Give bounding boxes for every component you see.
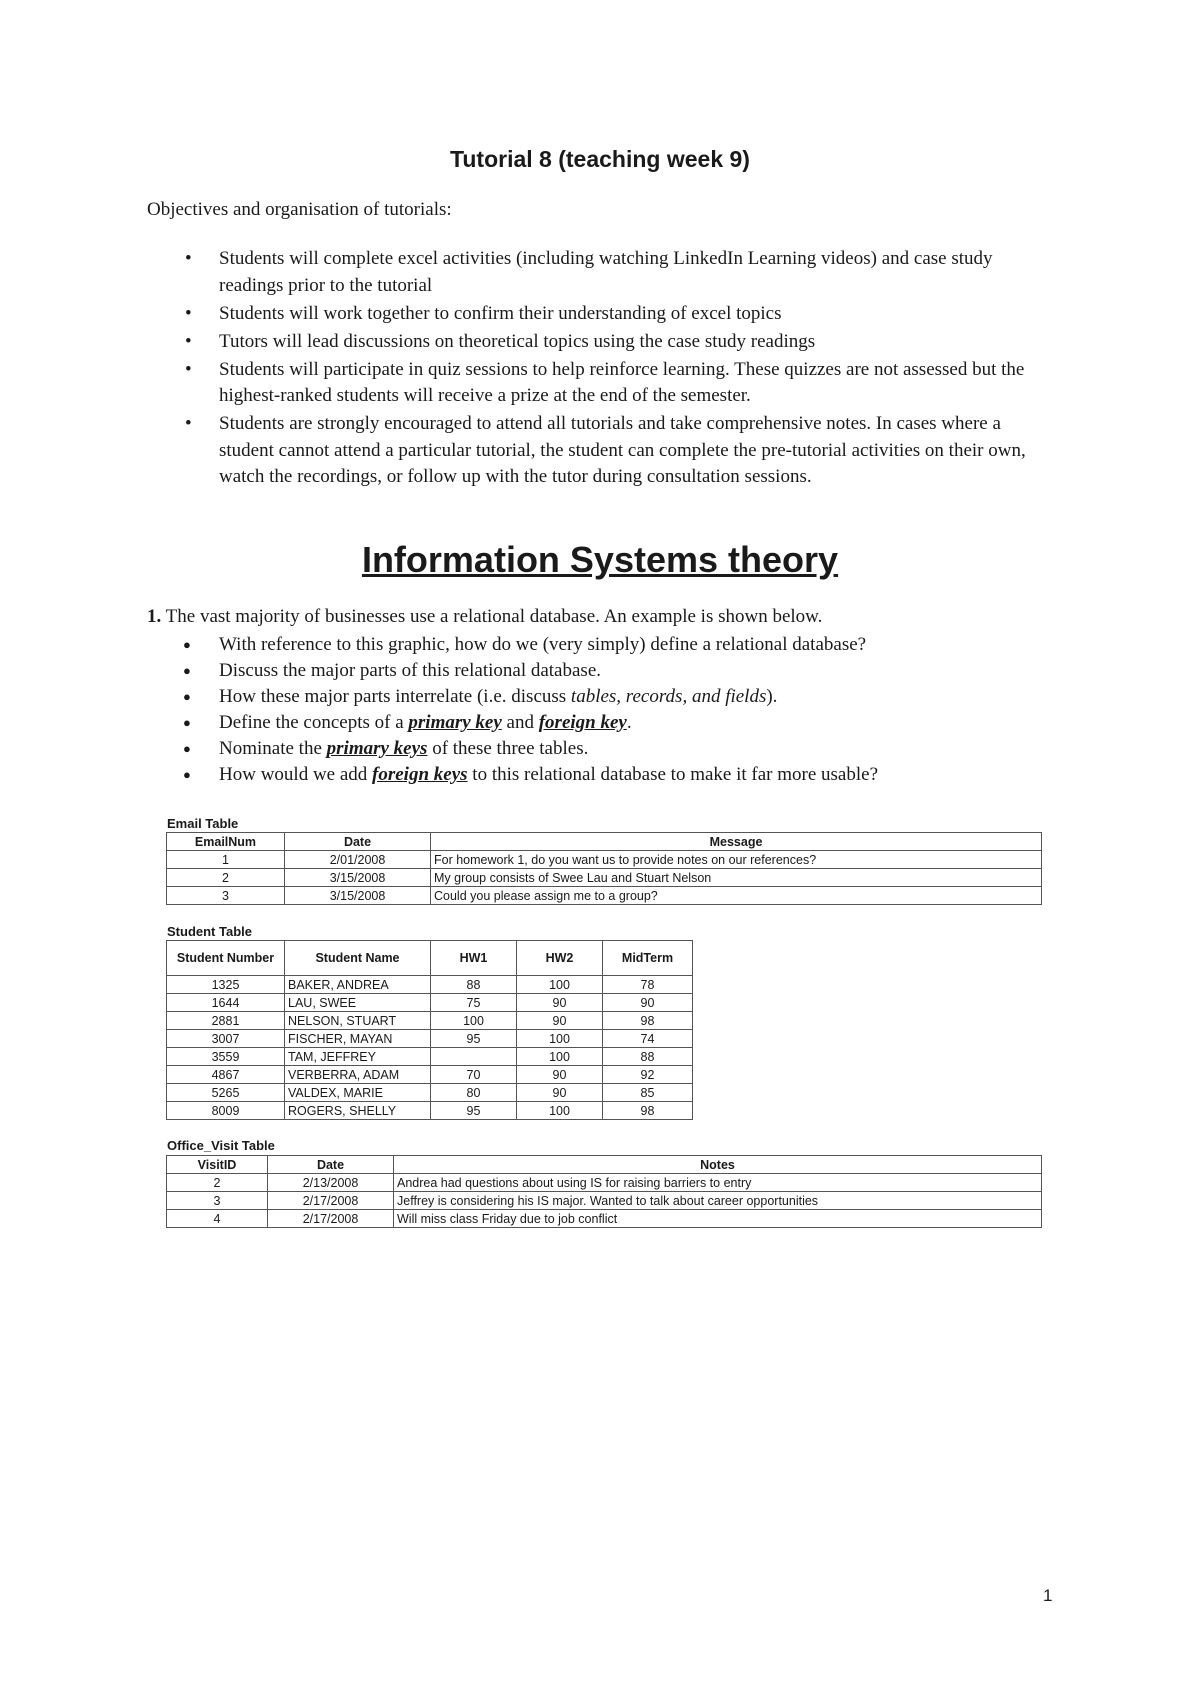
table-cell: 90 — [517, 994, 603, 1012]
bullet-text: ). — [766, 686, 778, 707]
bullet-italic-text: tables, records, and fields — [570, 686, 767, 707]
question-bullets — [147, 632, 1047, 788]
email-table — [166, 832, 1042, 905]
question-bullet — [147, 736, 1047, 762]
column-header: VisitID — [167, 1156, 268, 1174]
bullet-text: How these major parts interrelate (i.e. discuss — [219, 686, 571, 707]
table-cell: 2881 — [167, 1012, 285, 1030]
column-header: HW1 — [431, 941, 517, 976]
table-header-row — [167, 833, 1042, 851]
question-1 — [147, 606, 822, 628]
primary-key-term: primary key — [408, 712, 502, 733]
column-header: Notes — [394, 1156, 1042, 1174]
table-cell: VALDEX, MARIE — [285, 1084, 431, 1102]
table-cell: For homework 1, do you want us to provide notes on our references? — [431, 851, 1042, 869]
table-cell: 2/13/2008 — [268, 1174, 394, 1192]
column-header: HW2 — [517, 941, 603, 976]
bullet-text: of these three tables. — [427, 738, 589, 759]
table-cell: 1644 — [167, 994, 285, 1012]
question-bullet — [147, 632, 1047, 658]
table-cell: 2 — [167, 1174, 268, 1192]
table-cell: FISCHER, MAYAN — [285, 1030, 431, 1048]
bullet-text: and — [501, 712, 539, 733]
office-visit-table-caption: Office_Visit Table — [167, 1138, 275, 1153]
table-cell: 92 — [603, 1066, 693, 1084]
column-header: Student Name — [285, 941, 431, 976]
page-number: 1 — [1043, 1586, 1053, 1605]
table-row — [167, 851, 1042, 869]
table-cell: 100 — [431, 1012, 517, 1030]
table-cell: NELSON, STUART — [285, 1012, 431, 1030]
table-cell: LAU, SWEE — [285, 994, 431, 1012]
table-cell: 90 — [517, 1066, 603, 1084]
table-cell: VERBERRA, ADAM — [285, 1066, 431, 1084]
table-cell: My group consists of Swee Lau and Stuart Nelson — [431, 869, 1042, 887]
bullet-text: Discuss the major parts of this relational database. — [219, 660, 602, 681]
primary-keys-term: primary keys — [326, 738, 428, 759]
column-header: EmailNum — [167, 833, 285, 851]
table-cell: 2/17/2008 — [268, 1210, 394, 1228]
column-header: Date — [285, 833, 431, 851]
table-cell: Andrea had questions about using IS for raising barriers to entry — [394, 1174, 1042, 1192]
objective-item: • Students will participate in quiz sessions to help reinforce learning. These quizzes are not assessed but the highest-ranked students will receive a prize at the end of the semester. — [147, 357, 1047, 410]
table-cell: 3 — [167, 1192, 268, 1210]
email-table-caption: Email Table — [167, 816, 239, 831]
office-visit-table — [166, 1155, 1042, 1228]
table-cell: 75 — [431, 994, 517, 1012]
question-bullet — [147, 658, 1047, 684]
table-row — [167, 976, 693, 994]
student-table-caption: Student Table — [167, 924, 252, 939]
table-cell: ROGERS, SHELLY — [285, 1102, 431, 1120]
table-cell: 2 — [167, 869, 285, 887]
student-table — [166, 940, 693, 1120]
table-cell: 78 — [603, 976, 693, 994]
question-bullet — [147, 684, 1047, 710]
table-cell: 98 — [603, 1012, 693, 1030]
table-cell: 80 — [431, 1084, 517, 1102]
column-header: Student Number — [167, 941, 285, 976]
table-cell: 3007 — [167, 1030, 285, 1048]
table-cell: 95 — [431, 1102, 517, 1120]
objective-item: • Students will complete excel activities (including watching LinkedIn Learning videos) and case study readings prior to the tutorial — [147, 246, 1047, 299]
table-cell: 90 — [517, 1012, 603, 1030]
table-row — [167, 1192, 1042, 1210]
table-cell: 74 — [603, 1030, 693, 1048]
table-row — [167, 1012, 693, 1030]
table-cell: 4 — [167, 1210, 268, 1228]
table-row — [167, 1102, 693, 1120]
table-row — [167, 994, 693, 1012]
objective-item: • Students are strongly encouraged to attend all tutorials and take comprehensive notes. In cases where a student cannot attend a particular tutorial, the student can complete the pre-tutorial activities on their own, watch the recordings, or follow up with the tutor during consultation sessions. — [147, 411, 1047, 491]
table-row — [167, 1030, 693, 1048]
bullet-text: . — [626, 712, 632, 733]
table-cell: BAKER, ANDREA — [285, 976, 431, 994]
foreign-keys-term: foreign keys — [372, 764, 468, 785]
table-cell: 85 — [603, 1084, 693, 1102]
table-cell: 88 — [431, 976, 517, 994]
bullet-text: to this relational database to make it far more usable? — [467, 764, 879, 785]
column-header: MidTerm — [603, 941, 693, 976]
table-cell: 95 — [431, 1030, 517, 1048]
table-cell: 1325 — [167, 976, 285, 994]
table-cell: 90 — [603, 994, 693, 1012]
column-header: Message — [431, 833, 1042, 851]
table-cell: Will miss class Friday due to job conflict — [394, 1210, 1042, 1228]
table-cell: 90 — [517, 1084, 603, 1102]
bullet-text: Define the concepts of a — [219, 712, 409, 733]
table-cell: 5265 — [167, 1084, 285, 1102]
question-number: 1. — [147, 606, 162, 627]
table-cell: 3559 — [167, 1048, 285, 1066]
question-bullet — [147, 710, 1047, 736]
table-cell: 4867 — [167, 1066, 285, 1084]
table-cell: 8009 — [167, 1102, 285, 1120]
table-cell: 2/01/2008 — [285, 851, 431, 869]
bullet-text: How would we add — [219, 764, 373, 785]
table-cell: Could you please assign me to a group? — [431, 887, 1042, 905]
objectives-list — [147, 246, 1047, 492]
table-cell: 70 — [431, 1066, 517, 1084]
table-cell: TAM, JEFFREY — [285, 1048, 431, 1066]
foreign-key-term: foreign key — [538, 712, 627, 733]
section-title: Information Systems theory — [361, 539, 839, 580]
table-cell: 3/15/2008 — [285, 869, 431, 887]
table-cell — [431, 1048, 517, 1066]
table-row — [167, 1066, 693, 1084]
question-bullet — [147, 762, 1047, 788]
table-cell: 1 — [167, 851, 285, 869]
table-cell: 3 — [167, 887, 285, 905]
bullet-text: Nominate the — [219, 738, 327, 759]
table-cell: 98 — [603, 1102, 693, 1120]
table-cell: 100 — [517, 1048, 603, 1066]
table-row — [167, 1174, 1042, 1192]
table-cell: 3/15/2008 — [285, 887, 431, 905]
table-header-row — [167, 941, 693, 976]
objective-item: • Tutors will lead discussions on theoretical topics using the case study readings — [147, 329, 1047, 356]
table-cell: Jeffrey is considering his IS major. Wanted to talk about career opportunities — [394, 1192, 1042, 1210]
column-header: Date — [268, 1156, 394, 1174]
objective-item: • Students will work together to confirm their understanding of excel topics — [147, 301, 1047, 328]
table-row — [167, 1048, 693, 1066]
table-row — [167, 887, 1042, 905]
table-cell: 88 — [603, 1048, 693, 1066]
document-title: Tutorial 8 (teaching week 9) — [450, 146, 750, 172]
table-cell: 2/17/2008 — [268, 1192, 394, 1210]
objectives-intro: Objectives and organisation of tutorials: — [147, 199, 452, 220]
table-row — [167, 869, 1042, 887]
table-row — [167, 1084, 693, 1102]
table-row — [167, 1210, 1042, 1228]
table-cell: 100 — [517, 976, 603, 994]
bullet-text: With reference to this graphic, how do we (very simply) define a relational database? — [219, 634, 867, 655]
table-header-row — [167, 1156, 1042, 1174]
table-cell: 100 — [517, 1102, 603, 1120]
question-text: The vast majority of businesses use a relational database. An example is shown below. — [161, 606, 823, 627]
table-cell: 100 — [517, 1030, 603, 1048]
